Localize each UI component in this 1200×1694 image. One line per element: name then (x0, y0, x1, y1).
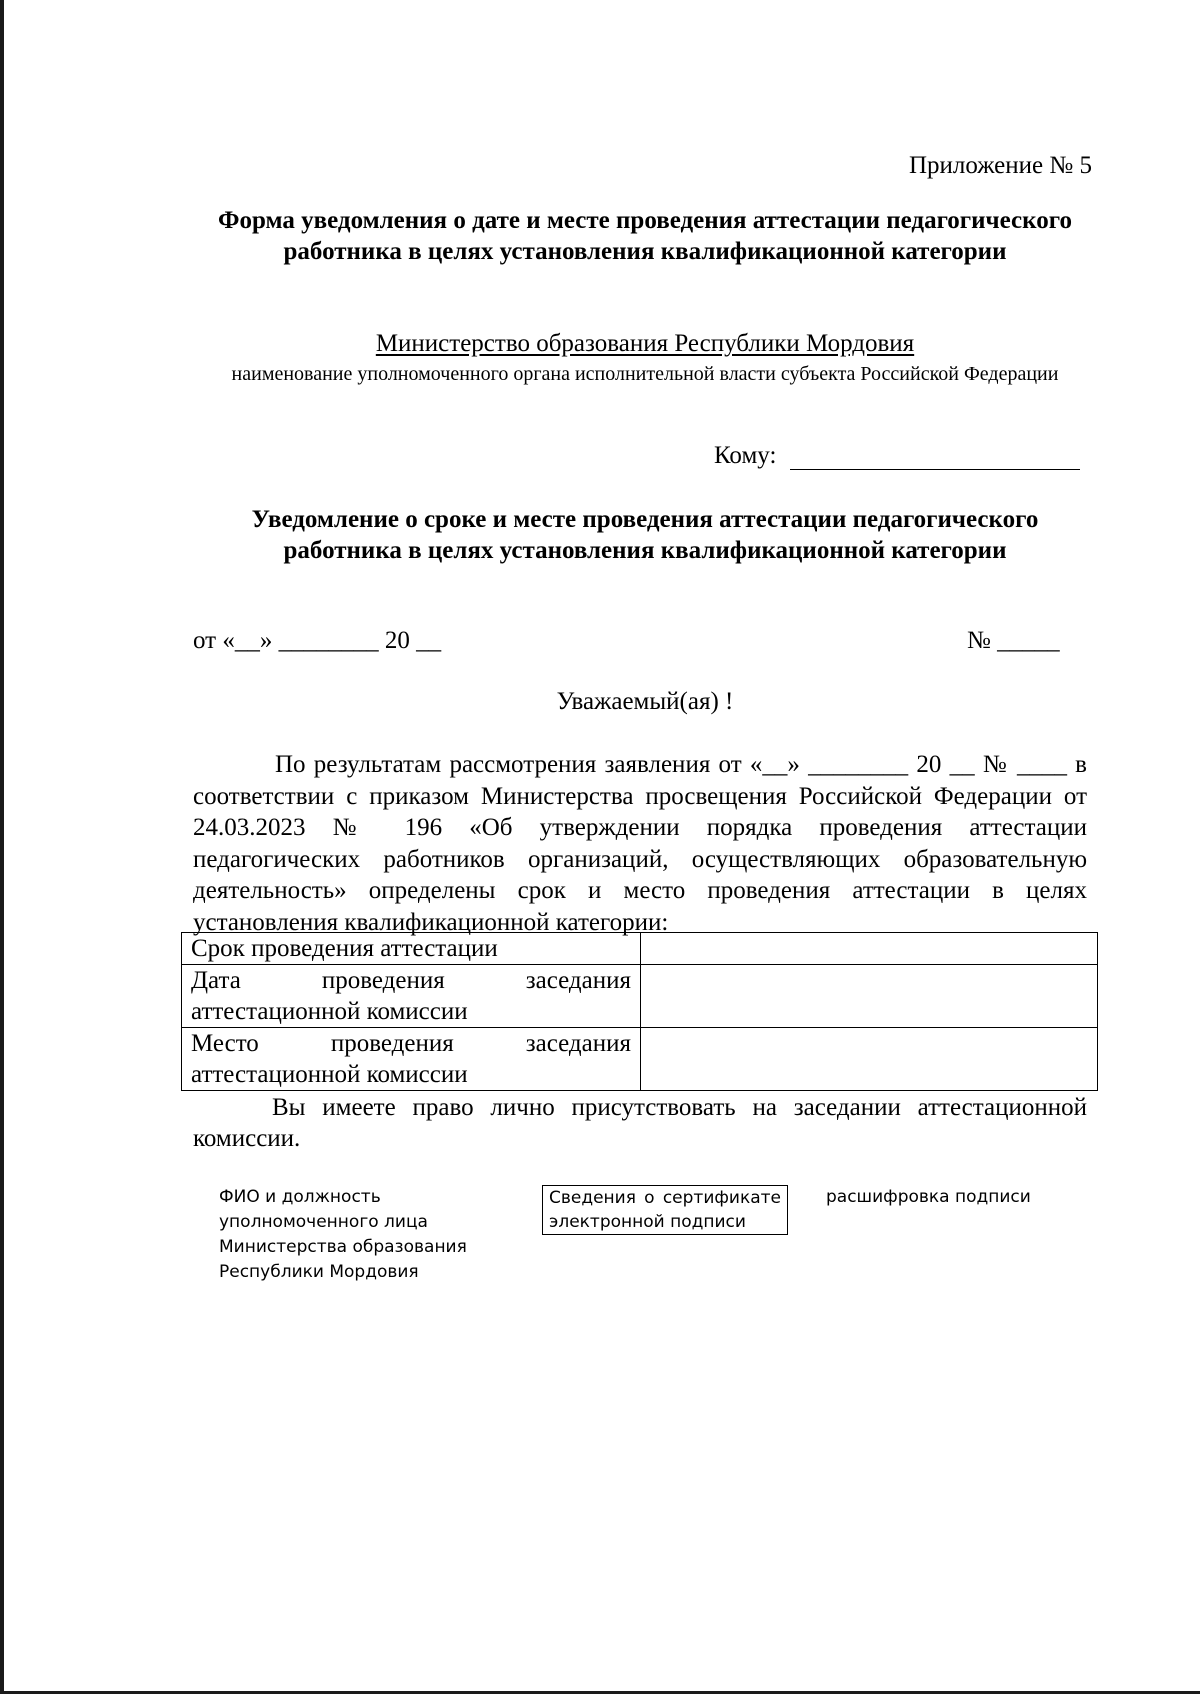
table-cell-label: Дата проведения заседания аттестационной комиссии (182, 965, 641, 1028)
table-cell-label: Срок проведения аттестации (182, 933, 641, 965)
recipient-blank-line (790, 443, 1080, 470)
ministry-caption: наименование уполномоченного органа исполнительной власти субъекта Российской Федерации (231, 363, 1059, 385)
greeting: Уважаемый(ая) ! (556, 688, 734, 715)
rights-paragraph: Вы имеете право лично присутствовать на заседании аттестационной комиссии. (193, 1094, 1087, 1152)
table-cell-value (641, 933, 1098, 965)
certificate-box: Сведения о сертификате электронной подписи (542, 1185, 788, 1235)
body-paragraph: По результатам рассмотрения заявления от «__» ________ 20 __ № ____ в соответствии с приказом Министерства просвещения Российской Федерации от 24.03.2023 № 196 «Об утверждении порядка проведения аттестации педагогических работников организаций, осуществляющих образовательную деятельность» определены срок и место проведения аттестации в целях установления квалификационной категории: (193, 751, 1087, 936)
attestation-table (181, 932, 1098, 1091)
table-row (182, 933, 1098, 965)
table-cell-value (641, 965, 1098, 1028)
signature-decoding: расшифровка подписи (826, 1187, 1031, 1207)
form-title: Форма уведомления о дате и месте проведения аттестации педагогического работника в целях установления квалификационной категории (218, 207, 1072, 265)
recipient-row (714, 442, 1080, 470)
ministry-name (195, 330, 1095, 358)
notice-number: № _____ (967, 627, 1060, 654)
notice-date: от «__» ________ 20 __ (193, 627, 442, 654)
official-signature-label: ФИО и должность уполномоченного лица Министерства образования Республики Мордовия (219, 1187, 467, 1282)
notice-title: Уведомление о сроке и месте проведения аттестации педагогического работника в целях установления квалификационной категории (251, 506, 1039, 564)
table-cell-value (641, 1028, 1098, 1091)
table-row (182, 1028, 1098, 1091)
table-cell-label: Место проведения заседания аттестационной комиссии (182, 1028, 641, 1091)
scan-edge-left (0, 0, 4, 1694)
table-row (182, 965, 1098, 1028)
appendix-number: Приложение № 5 (908, 152, 1092, 179)
recipient-label: Кому: (714, 442, 777, 469)
ministry-name-text: Министерство образования Республики Мордовия (375, 330, 915, 357)
